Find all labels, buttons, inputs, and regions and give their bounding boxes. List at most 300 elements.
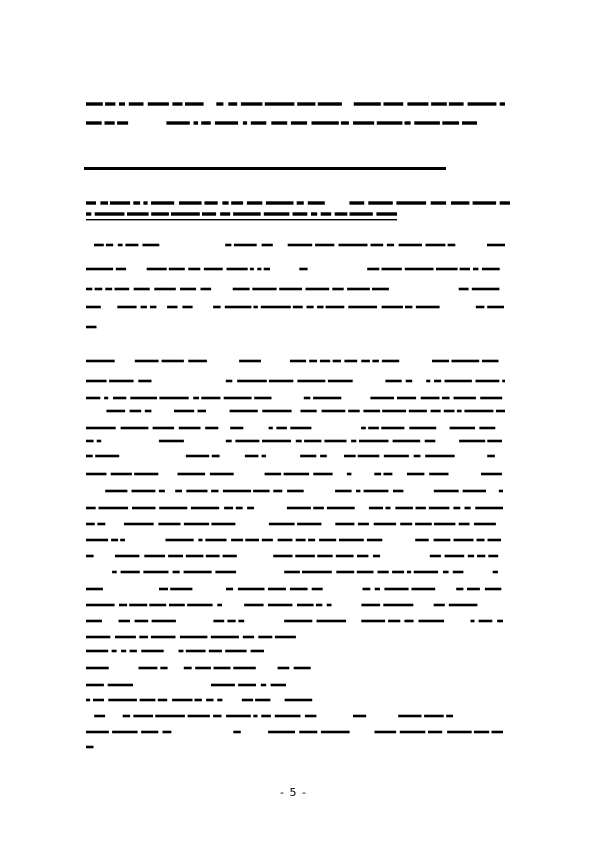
- text-line-segment: [145, 410, 152, 413]
- text-line-segment: [321, 731, 350, 734]
- text-line-segment: [141, 306, 147, 309]
- text-line-segment: [297, 380, 325, 383]
- text-line-segment: [143, 244, 160, 247]
- text-line-segment: [324, 440, 346, 443]
- text-line-segment: [238, 588, 265, 591]
- text-line-segment: [202, 212, 216, 215]
- text-line-segment: [305, 715, 317, 718]
- text-line-segment: [473, 268, 479, 271]
- text-line-segment: [119, 604, 127, 607]
- text-line-segment: [251, 121, 266, 124]
- text-line-segment: [134, 288, 150, 291]
- text-line-segment: [444, 410, 455, 413]
- text-line-segment: [186, 650, 206, 653]
- text-line-segment: [476, 306, 485, 309]
- text-line-segment: [497, 620, 503, 623]
- text-line-segment: [451, 201, 469, 204]
- text-line-segment: [213, 715, 221, 718]
- text-line-segment: [179, 650, 184, 653]
- text-line-segment: [148, 102, 169, 105]
- text-line-segment: [425, 455, 455, 458]
- text-line-segment: [247, 201, 262, 204]
- text-line-segment: [449, 604, 478, 607]
- text-line-segment: [264, 212, 290, 215]
- text-line-segment: [184, 571, 212, 574]
- text-line-segment: [320, 455, 327, 458]
- text-line-segment: [198, 410, 207, 413]
- text-line-segment: [206, 555, 220, 558]
- text-line-segment: [172, 699, 192, 702]
- text-line-segment: [225, 306, 252, 309]
- text-line-segment: [453, 571, 464, 574]
- text-line-segment: [374, 473, 381, 476]
- text-line-segment: [347, 288, 370, 291]
- text-line-segment: [154, 288, 176, 291]
- text-line-segment: [317, 620, 347, 623]
- text-line-segment: [86, 699, 90, 702]
- text-line-segment: [476, 380, 500, 383]
- text-line-segment: [201, 397, 220, 400]
- text-line-segment: [384, 473, 393, 476]
- text-line-segment: [431, 102, 447, 105]
- text-line-segment: [304, 397, 311, 400]
- text-line-segment: [97, 523, 105, 526]
- text-line-segment: [225, 244, 231, 247]
- text-line-segment: [174, 410, 194, 413]
- text-line-segment: [123, 715, 130, 718]
- text-line-segment: [86, 288, 92, 291]
- text-line-segment: [173, 571, 180, 574]
- text-line-segment: [367, 539, 382, 542]
- text-line-segment: [293, 212, 308, 215]
- text-line-segment: [113, 397, 126, 400]
- text-line-segment: [106, 244, 113, 247]
- text-line-segment: [409, 410, 427, 413]
- text-line-segment: [160, 667, 167, 670]
- text-line-segment: [226, 380, 233, 383]
- text-line-segment: [384, 102, 404, 105]
- text-line-segment: [287, 490, 304, 493]
- text-line-segment: [361, 427, 366, 430]
- text-line-segment: [135, 360, 159, 363]
- text-line-segment: [474, 523, 496, 526]
- text-line-segment: [273, 490, 282, 493]
- text-line-segment: [129, 102, 144, 105]
- text-line-segment: [344, 455, 356, 458]
- text-line-segment: [162, 360, 184, 363]
- text-line-segment: [211, 636, 239, 639]
- text-line-segment: [372, 288, 389, 291]
- text-line-segment: [143, 201, 147, 204]
- text-line-segment: [141, 731, 158, 734]
- text-line-segment: [429, 473, 448, 476]
- text-line-segment: [243, 121, 247, 124]
- text-line-segment: [434, 490, 459, 493]
- text-line-segment: [311, 212, 317, 215]
- text-line-segment: [407, 571, 411, 574]
- text-line-segment: [86, 620, 102, 623]
- text-line-segment: [212, 455, 220, 458]
- text-line-segment: [464, 410, 493, 413]
- text-line-segment: [353, 715, 366, 718]
- page-number: - 5 -: [280, 786, 307, 799]
- text-line-segment: [398, 715, 421, 718]
- text-line-segment: [436, 268, 458, 271]
- text-line-segment: [487, 440, 502, 443]
- text-line-segment: [261, 684, 266, 687]
- text-line-segment: [327, 604, 332, 607]
- text-line-segment: [86, 650, 108, 653]
- text-line-segment: [158, 523, 180, 526]
- text-line-segment: [115, 636, 136, 639]
- text-line-segment: [434, 523, 455, 526]
- text-line-segment: [86, 667, 109, 670]
- text-line-segment: [110, 201, 130, 204]
- text-line-segment: [120, 539, 125, 542]
- text-line-segment: [129, 604, 147, 607]
- text-line-segment: [393, 440, 421, 443]
- text-line-segment: [465, 507, 471, 510]
- text-line-segment: [105, 288, 112, 291]
- text-line-segment: [178, 473, 206, 476]
- text-line-segment: [86, 440, 94, 443]
- text-line-segment: [382, 268, 402, 271]
- text-line-segment: [361, 604, 380, 607]
- text-line-segment: [468, 102, 497, 105]
- text-line-segment: [454, 397, 476, 400]
- text-line-segment: [217, 699, 222, 702]
- text-line-segment: [217, 604, 222, 607]
- text-line-segment: [118, 244, 123, 247]
- text-line-segment: [275, 636, 296, 639]
- text-line-segment: [405, 268, 434, 271]
- text-line-segment: [171, 212, 200, 215]
- text-line-segment: [278, 539, 293, 542]
- text-line-segment: [170, 588, 192, 591]
- text-line-segment: [279, 288, 302, 291]
- text-line-segment: [336, 555, 354, 558]
- text-line-segment: [432, 360, 449, 363]
- text-line-segment: [119, 102, 125, 105]
- text-line-segment: [268, 588, 286, 591]
- text-line-segment: [115, 288, 130, 291]
- text-line-segment: [480, 397, 502, 400]
- text-line-segment: [86, 201, 96, 204]
- text-line-segment: [378, 571, 389, 574]
- text-line-segment: [108, 699, 137, 702]
- text-line-segment: [159, 397, 188, 400]
- text-line-segment: [399, 244, 422, 247]
- text-line-segment: [363, 588, 371, 591]
- text-line-segment: [86, 455, 93, 458]
- text-line-segment: [482, 268, 500, 271]
- text-line-segment: [150, 306, 156, 309]
- text-line-segment: [172, 102, 182, 105]
- text-line-segment: [375, 731, 397, 734]
- text-line-segment: [140, 699, 156, 702]
- text-line-segment: [206, 699, 213, 702]
- text-line-segment: [86, 604, 115, 607]
- text-line-segment: [257, 268, 261, 271]
- text-line-segment: [460, 268, 470, 271]
- text-line-segment: [327, 507, 355, 510]
- text-line-segment: [262, 410, 291, 413]
- text-line-segment: [250, 268, 254, 271]
- text-line-segment: [348, 410, 360, 413]
- text-line-segment: [241, 102, 263, 105]
- text-line-segment: [158, 699, 167, 702]
- text-line-segment: [448, 244, 456, 247]
- text-line-segment: [416, 306, 440, 309]
- text-line-segment: [86, 121, 102, 124]
- text-line-segment: [359, 440, 389, 443]
- text-line-segment: [487, 244, 505, 247]
- text-line-segment: [237, 380, 267, 383]
- text-line-segment: [271, 121, 287, 124]
- text-line-segment: [224, 397, 252, 400]
- text-line-segment: [226, 440, 232, 443]
- text-line-segment: [268, 604, 293, 607]
- text-line-segment: [175, 490, 182, 493]
- text-line-segment: [143, 571, 168, 574]
- text-line-segment: [130, 410, 142, 413]
- text-line-segment: [426, 380, 430, 383]
- text-line-segment: [239, 360, 261, 363]
- text-line-segment: [386, 507, 391, 510]
- text-line-segment: [400, 523, 412, 526]
- text-line-segment: [409, 427, 436, 430]
- text-line-segment: [459, 523, 470, 526]
- text-line-segment: [86, 731, 109, 734]
- text-line-segment: [115, 555, 139, 558]
- text-line-segment: [364, 490, 389, 493]
- text-line-segment: [295, 555, 315, 558]
- text-line-segment: [350, 212, 373, 215]
- text-line-segment: [335, 523, 354, 526]
- text-line-segment: [261, 306, 291, 309]
- text-line-segment: [407, 102, 428, 105]
- text-line-segment: [262, 440, 291, 443]
- text-line-segment: [318, 102, 342, 105]
- text-line-segment: [223, 555, 237, 558]
- text-line-segment: [269, 427, 273, 430]
- text-line-segment: [262, 539, 273, 542]
- text-line-segment: [105, 102, 115, 105]
- text-line-segment: [457, 410, 462, 413]
- text-line-segment: [294, 667, 311, 670]
- text-line-segment: [356, 490, 360, 493]
- text-line-segment: [94, 244, 104, 247]
- text-line-segment: [459, 288, 469, 291]
- text-line-segment: [86, 636, 110, 639]
- text-line-segment: [431, 410, 441, 413]
- text-line-segment: [381, 427, 404, 430]
- text-line-segment: [86, 268, 113, 271]
- text-line-segment: [297, 102, 315, 105]
- text-line-segment: [335, 212, 348, 215]
- text-line-segment: [226, 588, 233, 591]
- text-line-segment: [296, 440, 302, 443]
- text-line-segment: [225, 650, 246, 653]
- text-line-segment: [139, 667, 158, 670]
- text-line-segment: [254, 397, 271, 400]
- text-line-segment: [233, 212, 261, 215]
- text-line-segment: [452, 360, 480, 363]
- text-line-segment: [415, 523, 432, 526]
- text-line-segment: [184, 667, 192, 670]
- text-line-segment: [453, 507, 460, 510]
- text-line-segment: [261, 715, 271, 718]
- text-line-segment: [384, 588, 408, 591]
- text-line-segment: [300, 455, 316, 458]
- text-line-segment: [326, 306, 345, 309]
- text-line-segment: [133, 715, 153, 718]
- text-line-segment: [301, 410, 317, 413]
- text-line-segment: [105, 121, 115, 124]
- text-line-segment: [416, 507, 426, 510]
- text-line-segment: [278, 667, 290, 670]
- text-line-segment: [357, 555, 368, 558]
- text-line-segment: [414, 121, 440, 124]
- text-line-segment: [253, 490, 270, 493]
- text-line-segment: [269, 523, 295, 526]
- text-line-segment: [117, 121, 128, 124]
- text-line-segment: [302, 571, 332, 574]
- text-line-segment: [86, 212, 91, 215]
- text-line-segment: [474, 731, 489, 734]
- text-line-segment: [112, 650, 117, 653]
- text-line-segment: [447, 731, 472, 734]
- text-line-segment: [253, 306, 258, 309]
- text-line-segment: [226, 715, 251, 718]
- text-line-segment: [169, 604, 185, 607]
- text-line-segment: [121, 571, 140, 574]
- text-line-segment: [361, 620, 385, 623]
- text-line-segment: [134, 473, 158, 476]
- text-line-segment: [151, 212, 169, 215]
- text-line-segment: [211, 523, 235, 526]
- text-line-segment: [479, 620, 493, 623]
- text-line-segment: [86, 360, 115, 363]
- text-line-segment: [375, 588, 380, 591]
- text-line-segment: [235, 440, 259, 443]
- text-line-segment: [86, 684, 104, 687]
- text-line-segment: [321, 212, 332, 215]
- text-line-segment: [211, 490, 218, 493]
- text-line-segment: [247, 507, 254, 510]
- text-line-segment: [86, 746, 94, 749]
- text-line-segment: [383, 604, 413, 607]
- text-line-segment: [336, 571, 354, 574]
- text-line-segment: [153, 427, 175, 430]
- text-line-segment: [370, 397, 394, 400]
- text-line-segment: [151, 636, 176, 639]
- text-line-segment: [139, 636, 148, 639]
- text-line-segment: [454, 539, 474, 542]
- text-line-segment: [368, 201, 393, 204]
- text-line-segment: [500, 102, 505, 105]
- text-line-segment: [214, 667, 231, 670]
- text-line-segment: [130, 397, 157, 400]
- text-line-segment: [238, 684, 256, 687]
- text-line-segment: [268, 731, 295, 734]
- text-line-segment: [99, 507, 129, 510]
- text-line-segment: [94, 715, 105, 718]
- text-line-segment: [299, 268, 307, 271]
- text-line-segment: [233, 667, 256, 670]
- text-line-segment: [317, 555, 332, 558]
- text-line-segment: [186, 555, 204, 558]
- text-line-segment: [387, 244, 394, 247]
- text-line-segment: [313, 507, 324, 510]
- text-line-segment: [233, 731, 241, 734]
- text-line-segment: [220, 212, 230, 215]
- text-line-segment: [86, 102, 103, 105]
- text-line-segment: [374, 523, 396, 526]
- text-line-segment: [320, 360, 330, 363]
- text-line-segment: [233, 288, 250, 291]
- text-line-segment: [265, 473, 282, 476]
- text-line-segment: [404, 620, 413, 623]
- text-line-segment: [449, 102, 464, 105]
- text-line-segment: [467, 588, 480, 591]
- text-line-segment: [127, 212, 149, 215]
- text-line-segment: [152, 620, 176, 623]
- text-line-segment: [307, 306, 314, 309]
- text-line-segment: [112, 571, 117, 574]
- text-line-segment: [204, 201, 217, 204]
- text-line-segment: [201, 121, 211, 124]
- text-line-segment: [211, 684, 235, 687]
- text-line-segment: [426, 244, 446, 247]
- text-line-segment: [471, 620, 475, 623]
- text-line-segment: [376, 212, 397, 215]
- text-line-segment: [224, 507, 233, 510]
- text-line-segment: [159, 588, 168, 591]
- text-line-segment: [388, 620, 400, 623]
- text-line-segment: [230, 410, 258, 413]
- text-line-segment: [475, 507, 503, 510]
- text-line-segment: [341, 121, 349, 124]
- text-line-segment: [234, 244, 257, 247]
- text-line-segment: [485, 588, 501, 591]
- text-line-segment: [396, 201, 426, 204]
- text-line-segment: [472, 288, 500, 291]
- text-line-segment: [168, 555, 183, 558]
- text-line-segment: [502, 380, 505, 383]
- text-line-segment: [167, 306, 177, 309]
- text-line-segment: [242, 699, 253, 702]
- text-line-segment: [384, 455, 409, 458]
- text-line-segment: [188, 268, 200, 271]
- text-line-segment: [130, 650, 137, 653]
- text-line-segment: [230, 427, 243, 430]
- text-line-segment: [382, 306, 403, 309]
- text-line-segment: [245, 539, 259, 542]
- text-line-segment: [86, 397, 100, 400]
- text-line-segment: [442, 397, 450, 400]
- text-line-segment: [97, 440, 102, 443]
- text-line-segment: [195, 699, 202, 702]
- text-line-segment: [245, 455, 259, 458]
- text-line-segment: [456, 588, 463, 591]
- text-line-segment: [312, 121, 339, 124]
- text-line-segment: [163, 731, 172, 734]
- text-line-segment: [349, 201, 364, 204]
- text-line-segment: [333, 360, 341, 363]
- text-line-segment: [133, 201, 140, 204]
- text-line-segment: [293, 306, 303, 309]
